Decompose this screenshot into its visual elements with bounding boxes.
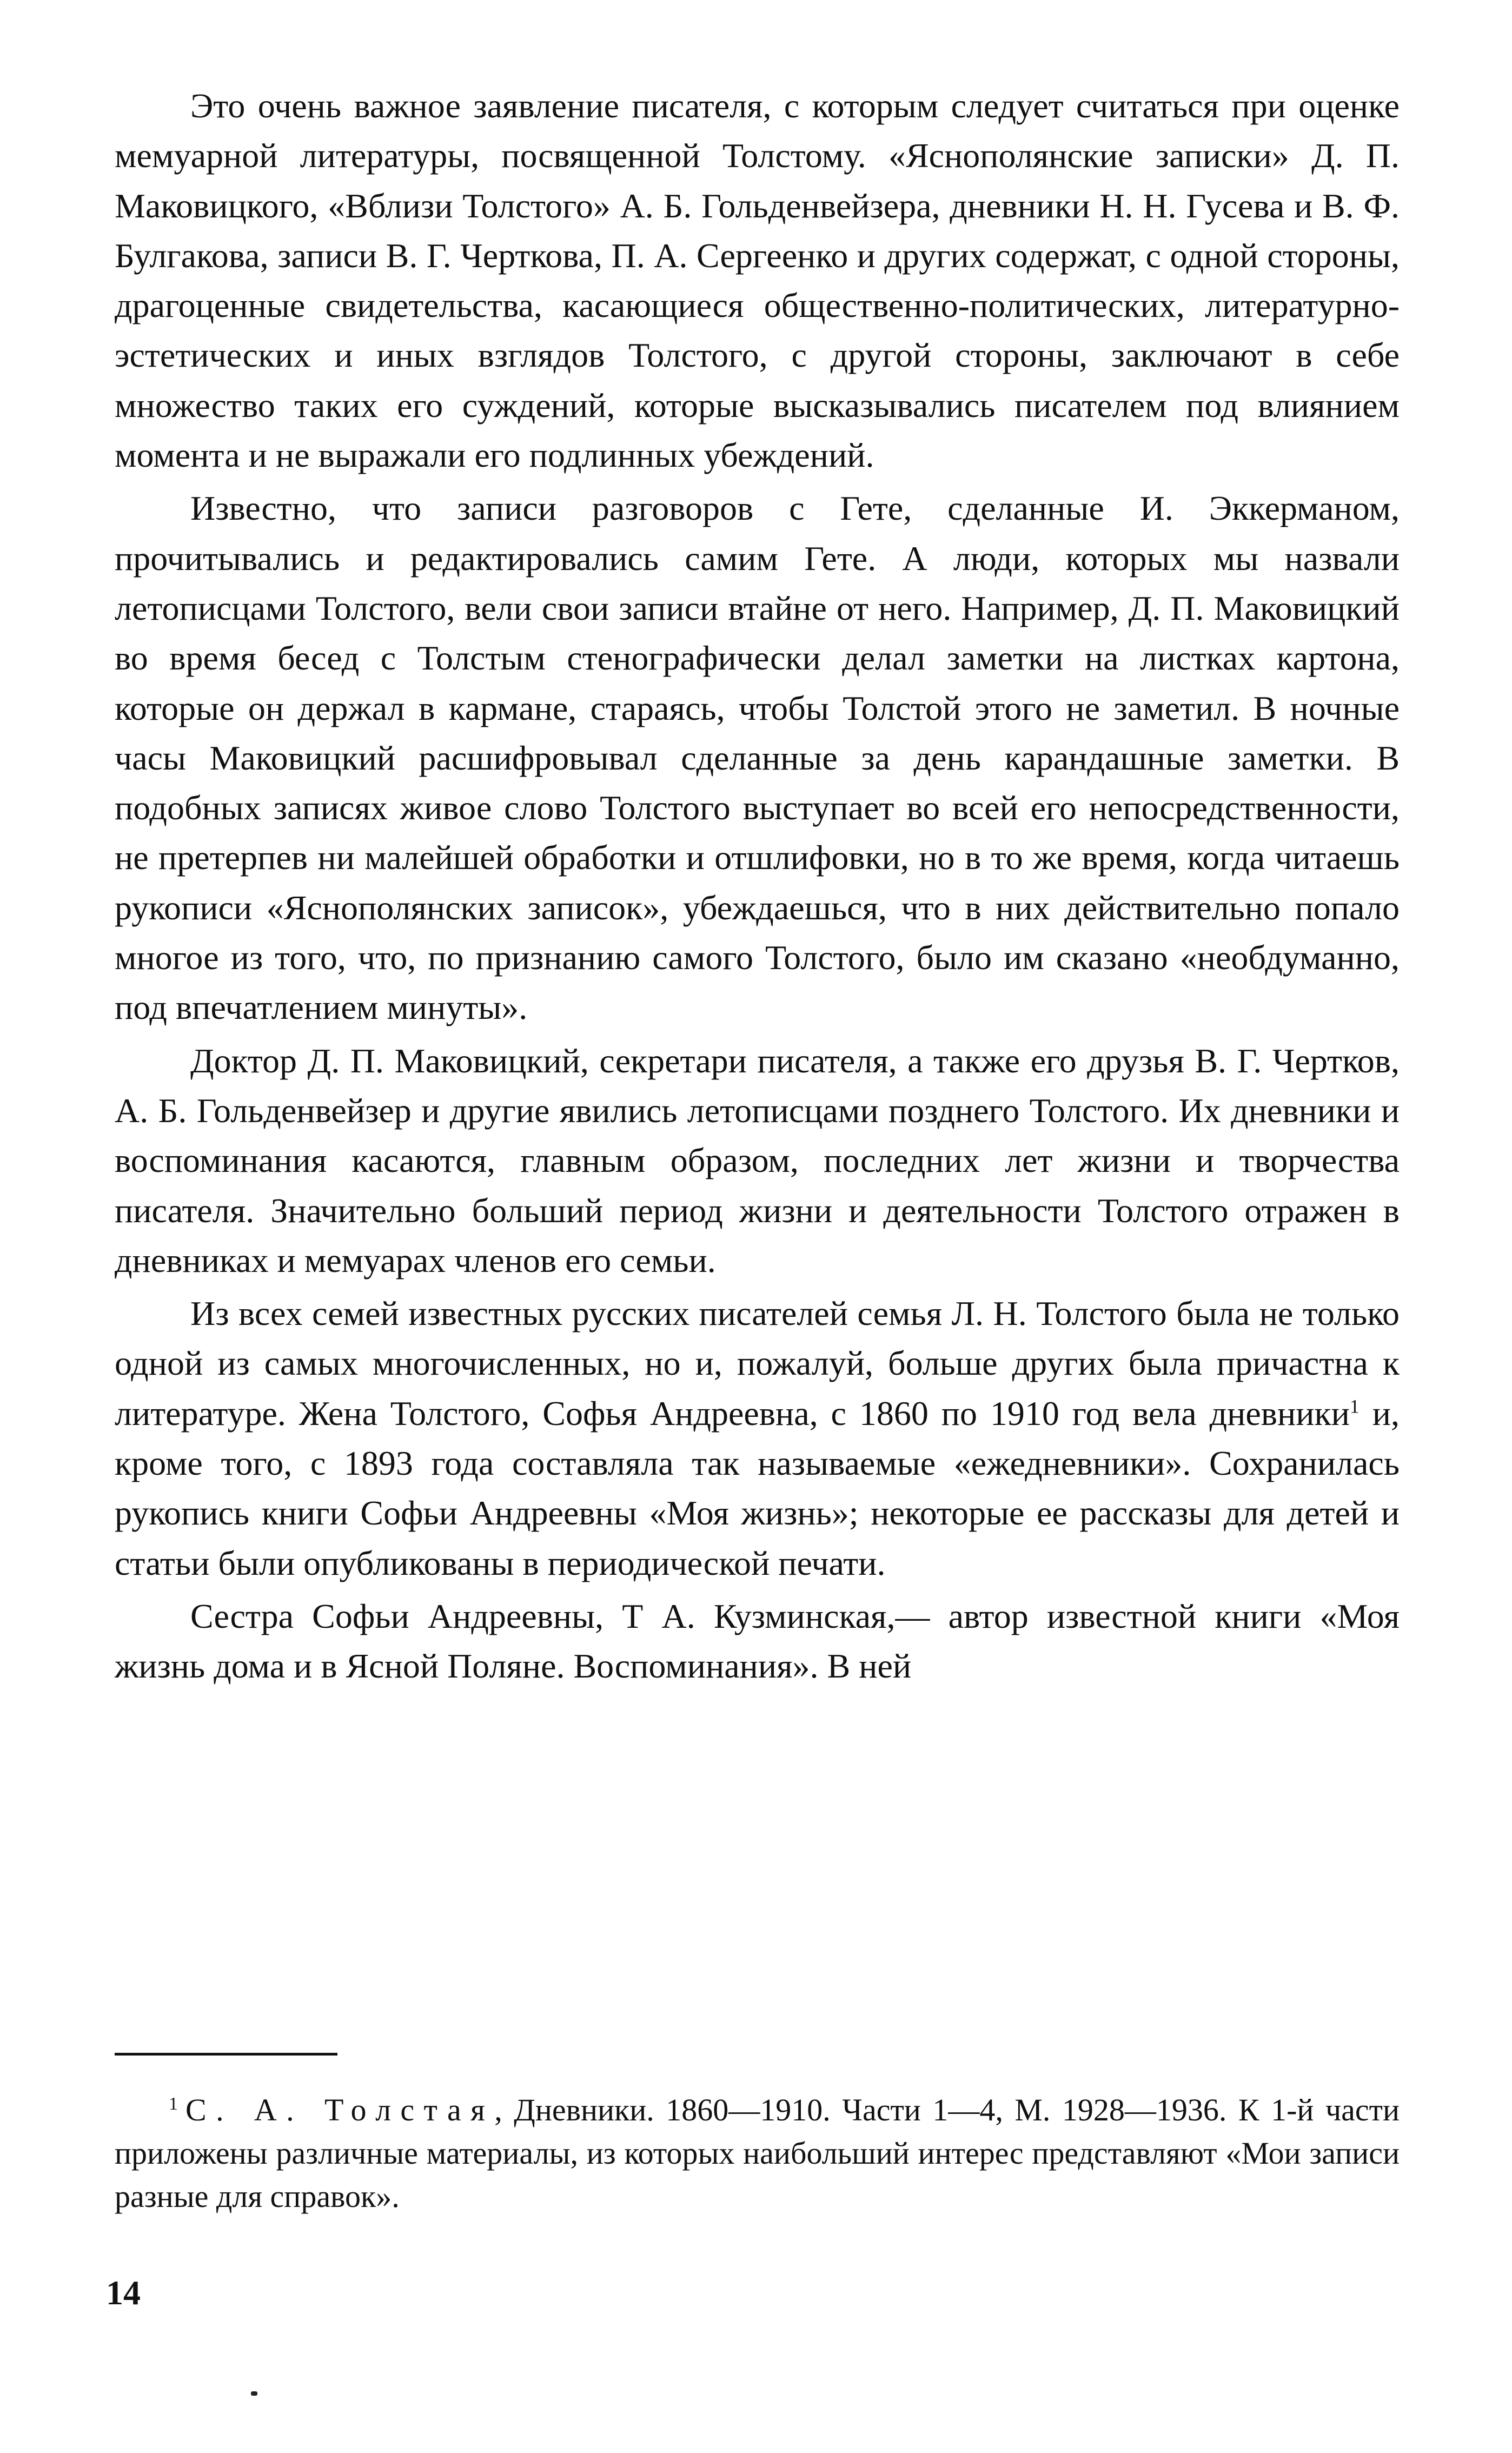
paragraph-4-text-b: и, кроме того, с 1893 года составляла так называемые «ежедневники». Сохранилась рукопись книги Софьи Андреевны «Моя жизнь»; некоторые ее рассказы для детей и статьи были опубликованы в периодической печати. bbox=[115, 1394, 1400, 1582]
footnote-reference: 1 bbox=[1349, 1395, 1360, 1417]
paragraph-3: Доктор Д. П. Маковицкий, секретари писателя, а также его друзья В. Г. Чертков, А. Б. Гольденвейзер и другие явились летописцами позднего Толстого. Их дневники и воспоминания касаются, главным образом, последних лет жизни и творчества писателя. Значительно больший период жизни и деятельности Толстого отражен в дневниках и мемуарах членов его семьи. bbox=[115, 1041, 1400, 1279]
paragraph-2: Известно, что записи разговоров с Гете, сделанные И. Эккерманом, прочитывались и редактировались самим Гете. А люди, которых мы назвали летописцами Толстого, вели свои записи втайне от него. Например, Д. П. Маковицкий во время бесед с Толстым стенографически делал заметки на листках картона, которые он держал в кармане, стараясь, чтобы Толстой этого не заметил. В ночные часы Маковицкий расшифровывал сделанные за день карандашные заметки. В подобных записях живое слово Толстого выступает во всей его непосредственности, не претерпев ни малейшей обработки и отшлифовки, но в то же время, когда читаешь рукописи «Яснополянских записок», убеждаешься, что в них действительно попало многое из того, что, по признанию самого Толстого, было им сказано «необдуманно, под впечатлением минуты». bbox=[115, 489, 1400, 1027]
footnote-divider bbox=[115, 2053, 337, 2056]
main-text bbox=[115, 81, 1400, 1692]
footnote-author: С. А. Толстая bbox=[185, 2092, 495, 2127]
paragraph-4-text-a: Из всех семей известных русских писателей семья Л. Н. Толстого была не только одной из самых многочисленных, но и, пожалуй, больше других была причастна к литературе. Жена Толстого, Софья Андреевна, с 1860 по 1910 год вела дневники bbox=[115, 1294, 1400, 1433]
footnote-text: , Дневники. 1860—1910. Части 1—4, М. 1928—1936. К 1-й части приложены различные материалы, из которых наибольший интерес представляют «Мои записи разные для справок». bbox=[115, 2092, 1400, 2214]
print-speck bbox=[251, 2391, 257, 2396]
paragraph-4 bbox=[115, 1289, 1400, 1588]
footnote-mark: 1 bbox=[169, 2093, 178, 2114]
page-number: 14 bbox=[106, 2273, 141, 2312]
paragraph-1: Это очень важное заявление писателя, с которым следует считаться при оценке мемуарной литературы, посвященной Толстому. «Яснополянские записки» Д. П. Маковицкого, «Вблизи Толстого» А. Б. Гольденвейзера, дневники Н. Н. Гусева и В. Ф. Булгакова, записи В. Г. Черткова, П. А. Сергеенко и других содержат, с одной стороны, драгоценные свидетельства, касающиеся общественно-политических, литературно-эстетических и иных взглядов Толстого, с другой стороны, заключают в себе множество таких его суждений, которые высказывались писателем под влиянием момента и не выражали его подлинных убеждений. bbox=[115, 87, 1400, 475]
paragraph-5: Сестра Софьи Андреевны, Т А. Кузминская,— автор известной книги «Моя жизнь дома и в Ясной Поляне. Воспоминания». В ней bbox=[115, 1596, 1400, 1686]
footnote bbox=[115, 2089, 1400, 2218]
